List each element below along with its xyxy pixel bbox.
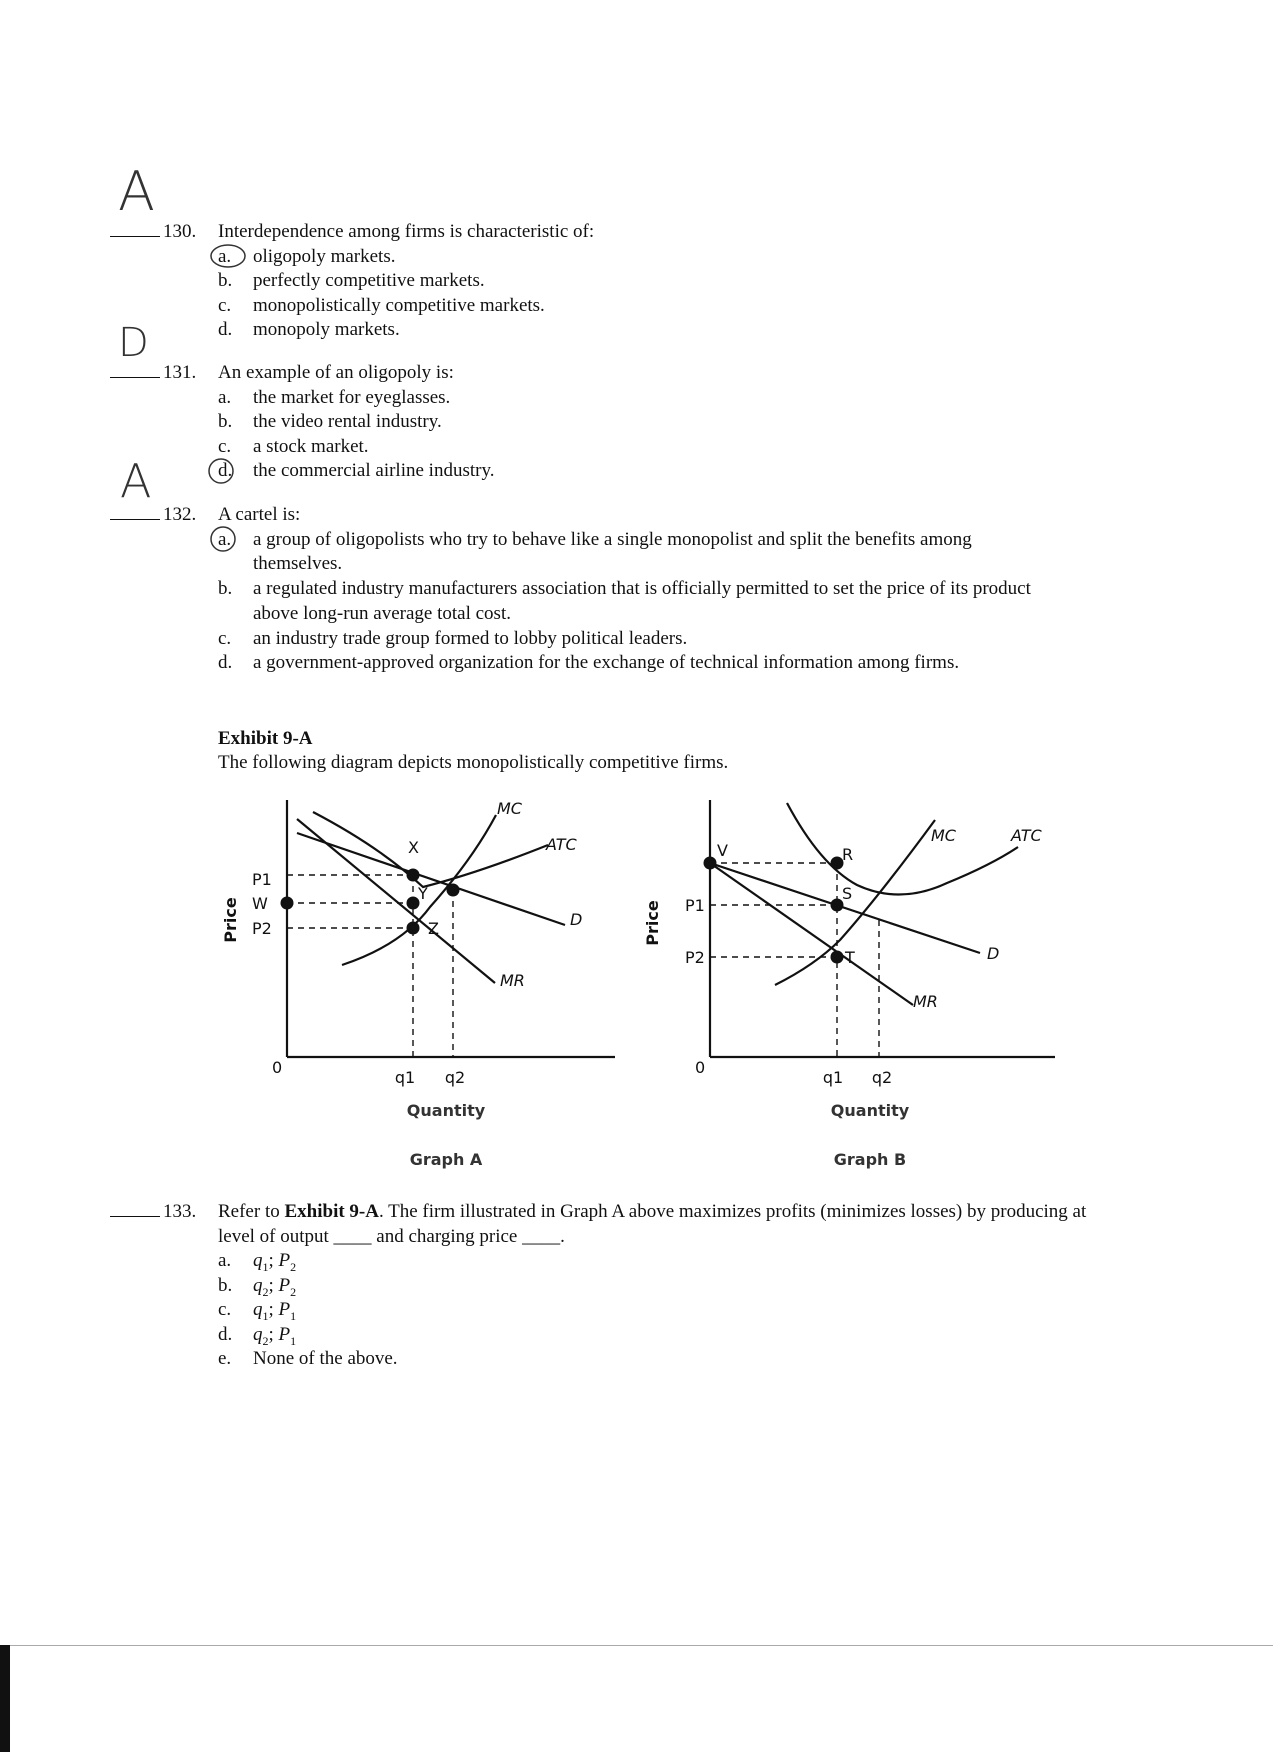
point-label-x: X [408, 838, 419, 857]
option-letter: a. [218, 245, 232, 267]
x-axis-label: Quantity [406, 1101, 486, 1120]
graph-caption: Graph A [409, 1150, 483, 1169]
option-letter: c. [218, 627, 232, 649]
point-v [704, 857, 717, 870]
option-q: q [253, 1323, 263, 1345]
answer-circle-mark [208, 242, 250, 270]
question-number: 133. [163, 1201, 197, 1222]
graph-a [210, 795, 630, 1185]
scan-edge-bar [0, 1645, 10, 1752]
question-stem [218, 1200, 1118, 1249]
option-d[interactable] [218, 318, 1048, 343]
option-text: an industry trade group formed to lobby political leaders. [253, 627, 688, 649]
price-label-p2: P2 [252, 919, 272, 938]
question-number: 130. [163, 221, 197, 242]
option-c[interactable] [218, 627, 1048, 652]
curve-label-atc: ATC [1011, 826, 1042, 845]
curve-label-mc: MC [931, 826, 956, 845]
option-text: the market for eyeglasses. [253, 386, 451, 408]
handwritten-answer: A [120, 454, 152, 508]
option-text: a government-approved organization for the exchange of technical information among firms. [253, 652, 960, 673]
stem-suffix: . The firm illustrated in Graph A above maximizes profits (minimizes losses) by producing at level of output ____ and charging price ____. [218, 1201, 1087, 1247]
option-letter: b. [218, 411, 233, 432]
y-axis-label: Price [643, 900, 662, 946]
curve-label-mr: MR [500, 971, 525, 990]
graph-caption: Graph B [833, 1150, 907, 1169]
answer-blank[interactable] [110, 236, 160, 237]
point-t [831, 951, 844, 964]
option-letter: b. [218, 578, 233, 599]
intersection-point [447, 884, 460, 897]
atc-curve [787, 803, 1018, 895]
price-label-p1: P1 [685, 896, 705, 915]
answer-blank[interactable] [110, 377, 160, 378]
option-a[interactable] [218, 386, 1048, 411]
option-text: None of the above. [253, 1348, 398, 1369]
point-label-r: R [842, 845, 854, 864]
option-text: monopoly markets. [253, 319, 400, 340]
option-b[interactable] [218, 269, 1048, 294]
option-letter: d. [218, 460, 233, 481]
option-a[interactable]: a. $q_1$; $P_2$ [218, 1250, 297, 1274]
stem-exhibit-ref: Exhibit 9-A [284, 1201, 379, 1222]
curve-label-mc: MC [497, 799, 522, 818]
option-e[interactable] [218, 1347, 398, 1372]
point-label-t: T [845, 948, 855, 967]
option-q: q [253, 1299, 263, 1320]
option-q-sub: 2 [262, 1333, 269, 1348]
option-d[interactable] [218, 459, 1048, 484]
price-label-w: W [252, 894, 268, 913]
question-stem: An example of an oligopoly is: [218, 362, 454, 383]
option-a[interactable] [218, 245, 1048, 270]
option-a[interactable] [218, 528, 1048, 577]
point-z [407, 922, 420, 935]
quantity-label-q2: q2 [444, 1068, 466, 1087]
point-label-y: Y [418, 884, 428, 903]
demand-curve [297, 833, 565, 925]
option-q: q [253, 1250, 263, 1271]
option-b[interactable] [218, 577, 1048, 626]
option-letter: c. [218, 1299, 232, 1320]
option-p-sub: 2 [290, 1259, 297, 1274]
question-stem: A cartel is: [218, 504, 301, 525]
option-letter: b. [218, 1274, 233, 1296]
question-number: 132. [163, 504, 197, 525]
point-w [281, 897, 294, 910]
handwritten-answer: A [118, 160, 155, 223]
quantity-label-q1: q1 [822, 1068, 844, 1087]
curve-label-mr: MR [913, 992, 938, 1011]
option-letter: d. [218, 319, 233, 340]
option-p-sub: 2 [290, 1284, 297, 1299]
option-letter: a. [218, 528, 232, 550]
price-label-p1: P1 [252, 870, 272, 889]
option-letter: c. [218, 435, 232, 457]
option-letter: d. [218, 652, 233, 673]
mc-curve [775, 820, 935, 985]
option-c[interactable] [218, 435, 1048, 460]
stem-prefix: Refer to [218, 1201, 285, 1222]
option-text: the commercial airline industry. [253, 460, 495, 481]
option-q-sub: 1 [262, 1308, 269, 1323]
option-text: oligopoly markets. [253, 245, 396, 267]
option-c[interactable] [218, 294, 1048, 319]
answer-blank[interactable] [110, 1216, 160, 1217]
x-axis-label: Quantity [830, 1101, 910, 1120]
origin-label: 0 [695, 1058, 706, 1077]
curve-label-d: D [987, 944, 1000, 963]
option-letter: e. [218, 1348, 232, 1369]
option-text: the video rental industry. [253, 411, 442, 432]
option-q: q [253, 1274, 263, 1296]
option-letter: a. [218, 1250, 232, 1271]
point-label-s: S [842, 884, 853, 903]
option-letter: d. [218, 1323, 233, 1345]
option-b[interactable] [218, 410, 1048, 435]
option-letter: c. [218, 294, 232, 316]
option-d[interactable] [218, 651, 1048, 676]
option-p: P [278, 1274, 291, 1296]
quantity-label-q2: q2 [871, 1068, 893, 1087]
option-text: a stock market. [253, 435, 369, 457]
option-text: monopolistically competitive markets. [253, 294, 545, 316]
option-c[interactable]: c. $q_1$; $P_1$ [218, 1299, 297, 1323]
curve-label-atc: ATC [546, 835, 577, 854]
option-text: a regulated industry manufacturers association that is officially permitted to set the price of its product above long-run average total cost. [253, 578, 1031, 624]
curve-label-d: D [570, 910, 583, 929]
option-p: P [278, 1323, 291, 1345]
price-label-p2: P2 [685, 948, 705, 967]
question-number: 131. [163, 362, 197, 383]
origin-label: 0 [272, 1058, 283, 1077]
option-q-sub: 1 [262, 1259, 269, 1274]
exhibit-title: Exhibit 9-A [218, 728, 313, 749]
answer-blank[interactable] [110, 519, 160, 520]
graph-b [635, 795, 1095, 1185]
point-label-z: Z [428, 919, 439, 938]
option-letter: a. [218, 386, 232, 408]
option-p: P [278, 1250, 291, 1271]
mr-curve [297, 819, 495, 983]
option-p-sub: 1 [290, 1333, 297, 1348]
option-q-sub: 2 [262, 1284, 269, 1299]
handwritten-answer: D [118, 320, 149, 366]
point-label-v: V [717, 841, 728, 860]
option-text: a group of oligopolists who try to behave like a single monopolist and split the benefits among themselves. [253, 528, 972, 574]
option-text: perfectly competitive markets. [253, 270, 485, 291]
point-x [407, 869, 420, 882]
option-p-sub: 1 [290, 1308, 297, 1323]
answer-circle-mark [206, 457, 238, 487]
option-p: P [278, 1299, 291, 1320]
quantity-label-q1: q1 [394, 1068, 416, 1087]
mr-curve [710, 863, 913, 1005]
question-stem: Interdependence among firms is characteristic of: [218, 221, 595, 242]
option-letter: b. [218, 270, 233, 291]
exhibit-description: The following diagram depicts monopolistically competitive firms. [218, 752, 729, 773]
option-b[interactable]: b. $q_2$; $P_2$ [218, 1274, 297, 1299]
y-axis-label: Price [221, 897, 240, 943]
option-d[interactable]: d. $q_2$; $P_1$ [218, 1323, 297, 1348]
scan-edge-line [0, 1645, 1273, 1646]
answer-circle-mark [208, 525, 240, 555]
